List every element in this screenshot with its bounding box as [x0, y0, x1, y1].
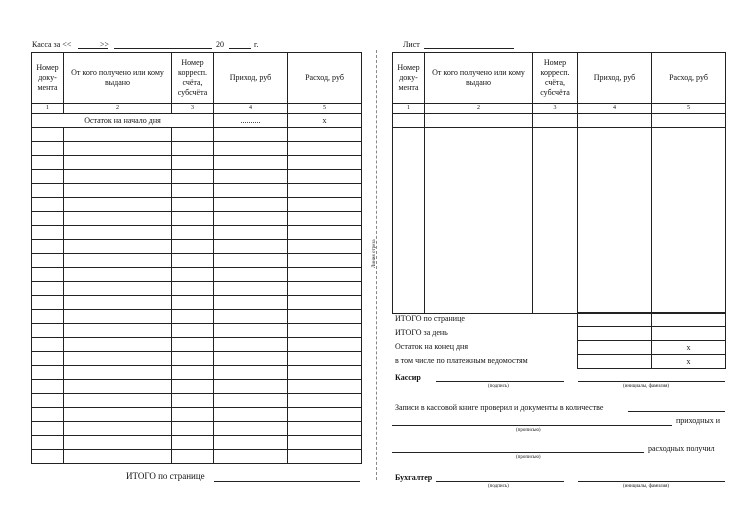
table-cell[interactable] — [32, 170, 64, 184]
col-num-4: 4 — [214, 104, 288, 114]
table-cell[interactable] — [214, 436, 288, 450]
cashier-signature-caption: (подпись) — [488, 384, 509, 389]
totals-row-closing — [578, 341, 726, 355]
table-cell[interactable] — [288, 240, 362, 254]
outgoing-count-line[interactable] — [392, 452, 644, 453]
totals-row-payroll — [578, 355, 726, 369]
table-cell[interactable] — [172, 394, 214, 408]
table-cell[interactable] — [32, 310, 64, 324]
col-num-3: 3 — [533, 104, 578, 114]
cashier-name-caption: (инициалы, фамилия) — [623, 384, 670, 389]
table-cell[interactable] — [288, 170, 362, 184]
words-caption-1: (прописью) — [516, 428, 541, 433]
col-doc-number: Номер доку-мента — [32, 53, 64, 104]
table-cell[interactable] — [288, 254, 362, 268]
table-cell[interactable] — [425, 114, 533, 128]
sheet-blank[interactable] — [424, 48, 514, 49]
col-num-1: 1 — [393, 104, 425, 114]
opening-balance-label: Остаток на начало дня — [32, 114, 214, 128]
year-suffix: г. — [254, 40, 259, 49]
table-row — [32, 422, 362, 436]
table-cell[interactable] — [214, 254, 288, 268]
right-entry-area — [393, 128, 726, 314]
table-cell[interactable] — [288, 422, 362, 436]
table-cell[interactable] — [64, 338, 172, 352]
totals-row-page — [578, 313, 726, 327]
table-cell[interactable] — [32, 296, 64, 310]
entry-area-expense[interactable] — [652, 128, 726, 314]
payroll-expense: х — [652, 355, 726, 369]
table-cell[interactable] — [288, 366, 362, 380]
table-cell[interactable] — [214, 352, 288, 366]
table-cell[interactable] — [288, 282, 362, 296]
total-day-label: ИТОГО за день — [395, 328, 448, 337]
table-row — [32, 310, 362, 324]
table-row — [32, 282, 362, 296]
table-row — [32, 450, 362, 464]
entry-area-account[interactable] — [533, 128, 578, 314]
totals-table — [577, 312, 726, 369]
table-cell[interactable] — [172, 254, 214, 268]
table-cell[interactable] — [214, 184, 288, 198]
table-row — [32, 226, 362, 240]
table-cell[interactable] — [214, 268, 288, 282]
table-cell[interactable] — [172, 212, 214, 226]
table-cell[interactable] — [172, 198, 214, 212]
cashier-name-line[interactable] — [578, 381, 725, 382]
table-cell[interactable] — [288, 128, 362, 142]
col-expense: Расход, руб — [288, 53, 362, 104]
table-row — [32, 394, 362, 408]
col-num-4: 4 — [578, 104, 652, 114]
table-cell[interactable] — [64, 408, 172, 422]
cashier-signature-line[interactable] — [436, 381, 564, 382]
opening-balance-income[interactable]: .......... — [214, 114, 288, 128]
table-cell[interactable] — [172, 436, 214, 450]
opening-balance-row — [32, 114, 362, 128]
table-cell[interactable] — [64, 142, 172, 156]
table-cell[interactable] — [172, 422, 214, 436]
table-cell[interactable] — [172, 170, 214, 184]
closing-balance-income[interactable] — [578, 341, 652, 355]
table-cell[interactable] — [64, 212, 172, 226]
table-cell[interactable] — [32, 366, 64, 380]
table-cell[interactable] — [288, 212, 362, 226]
total-page-income[interactable] — [578, 313, 652, 327]
table-row — [32, 128, 362, 142]
table-cell[interactable] — [64, 394, 172, 408]
table-cell[interactable] — [32, 282, 64, 296]
table-cell[interactable] — [214, 450, 288, 464]
table-cell[interactable] — [64, 156, 172, 170]
table-row — [32, 338, 362, 352]
right-first-row — [393, 114, 726, 128]
table-cell[interactable] — [288, 408, 362, 422]
accountant-label: Бухгалтер — [395, 473, 433, 482]
documents-count-line[interactable] — [628, 411, 725, 412]
table-cell[interactable] — [32, 380, 64, 394]
table-cell[interactable] — [214, 226, 288, 240]
left-ledger-table — [31, 52, 362, 464]
table-cell[interactable] — [214, 156, 288, 170]
table-cell[interactable] — [32, 198, 64, 212]
month-blank[interactable] — [114, 48, 212, 49]
table-cell[interactable] — [288, 436, 362, 450]
table-cell[interactable] — [172, 296, 214, 310]
col-account: Номер корресп. счёта, субсчёта — [172, 53, 214, 104]
table-cell[interactable] — [172, 184, 214, 198]
table-cell[interactable] — [64, 128, 172, 142]
table-cell[interactable] — [288, 352, 362, 366]
total-page-label: ИТОГО по странице — [395, 314, 465, 323]
col-num-3: 3 — [172, 104, 214, 114]
col-num-5: 5 — [652, 104, 726, 114]
table-cell[interactable] — [214, 408, 288, 422]
table-cell[interactable] — [288, 380, 362, 394]
table-cell[interactable] — [64, 226, 172, 240]
quote-close: >> — [100, 40, 110, 49]
table-cell[interactable] — [578, 114, 652, 128]
incoming-count-line[interactable] — [392, 425, 672, 426]
table-cell[interactable] — [172, 282, 214, 296]
cashier-label: Кассир — [395, 373, 421, 382]
accountant-signature-line[interactable] — [436, 481, 564, 482]
table-cell[interactable] — [172, 268, 214, 282]
table-row — [32, 170, 362, 184]
table-cell[interactable] — [172, 338, 214, 352]
table-row — [32, 296, 362, 310]
totals-row-day — [578, 327, 726, 341]
table-row — [32, 380, 362, 394]
table-cell[interactable] — [288, 296, 362, 310]
table-cell[interactable] — [32, 226, 64, 240]
table-cell[interactable] — [288, 184, 362, 198]
table-cell[interactable] — [64, 170, 172, 184]
table-cell[interactable] — [288, 450, 362, 464]
table-cell[interactable] — [32, 254, 64, 268]
table-cell[interactable] — [214, 324, 288, 338]
table-cell[interactable] — [172, 366, 214, 380]
left-header-row — [32, 53, 362, 104]
entry-area-income[interactable] — [578, 128, 652, 314]
table-cell[interactable] — [32, 212, 64, 226]
table-cell[interactable] — [214, 366, 288, 380]
table-cell[interactable] — [64, 436, 172, 450]
table-cell[interactable] — [64, 380, 172, 394]
table-cell[interactable] — [32, 142, 64, 156]
table-cell[interactable] — [288, 394, 362, 408]
table-cell[interactable] — [64, 296, 172, 310]
col-income: Приход, руб — [578, 53, 652, 104]
table-cell[interactable] — [172, 226, 214, 240]
table-row — [32, 268, 362, 282]
table-row — [32, 184, 362, 198]
table-cell[interactable] — [172, 450, 214, 464]
total-day-income[interactable] — [578, 327, 652, 341]
words-caption-2: (прописью) — [516, 455, 541, 460]
table-cell[interactable] — [32, 184, 64, 198]
outgoing-suffix: расходных получил — [648, 444, 715, 453]
opening-balance-expense: х — [288, 114, 362, 128]
table-cell[interactable] — [214, 296, 288, 310]
records-text: Записи в кассовой книге проверил и документы в количестве — [395, 403, 604, 412]
payroll-income[interactable] — [578, 355, 652, 369]
table-row — [32, 352, 362, 366]
table-cell[interactable] — [32, 352, 64, 366]
col-num-5: 5 — [288, 104, 362, 114]
table-cell[interactable] — [172, 128, 214, 142]
table-cell[interactable] — [32, 394, 64, 408]
table-cell[interactable] — [533, 114, 578, 128]
closing-balance-label: Остаток на конец дня — [395, 342, 468, 351]
table-cell[interactable] — [214, 142, 288, 156]
table-cell[interactable] — [288, 268, 362, 282]
col-doc-number: Номер доку-мента — [393, 53, 425, 104]
table-row — [32, 408, 362, 422]
col-num-2: 2 — [64, 104, 172, 114]
table-cell[interactable] — [64, 240, 172, 254]
table-cell[interactable] — [172, 310, 214, 324]
col-expense: Расход, руб — [652, 53, 726, 104]
col-num-2: 2 — [425, 104, 533, 114]
table-cell[interactable] — [32, 156, 64, 170]
table-cell[interactable] — [214, 380, 288, 394]
table-cell[interactable] — [214, 422, 288, 436]
col-num-1: 1 — [32, 104, 64, 114]
table-cell[interactable] — [64, 366, 172, 380]
right-number-row — [393, 104, 726, 114]
entry-area-counterparty[interactable] — [425, 128, 533, 314]
table-cell[interactable] — [172, 352, 214, 366]
table-cell[interactable] — [32, 324, 64, 338]
table-cell[interactable] — [214, 212, 288, 226]
table-cell[interactable] — [172, 240, 214, 254]
table-cell[interactable] — [214, 128, 288, 142]
col-account: Номер корресп. счёта, субсчёта — [533, 53, 578, 104]
table-row — [32, 198, 362, 212]
table-cell[interactable] — [172, 324, 214, 338]
table-cell[interactable] — [172, 156, 214, 170]
table-cell[interactable] — [64, 422, 172, 436]
table-cell[interactable] — [288, 338, 362, 352]
table-cell[interactable] — [288, 310, 362, 324]
table-cell[interactable] — [288, 226, 362, 240]
table-cell[interactable] — [172, 380, 214, 394]
table-cell[interactable] — [288, 156, 362, 170]
kassa-label: Касса за — [32, 40, 61, 49]
table-cell[interactable] — [393, 114, 425, 128]
entry-area-doc[interactable] — [393, 128, 425, 314]
cut-line-label: Линия отреза — [372, 239, 377, 268]
table-cell[interactable] — [64, 184, 172, 198]
table-cell[interactable] — [214, 198, 288, 212]
table-row — [32, 156, 362, 170]
year-blank[interactable] — [229, 48, 251, 49]
table-cell[interactable] — [64, 450, 172, 464]
accountant-name-caption: (инициалы, фамилия) — [623, 484, 670, 489]
year-label: 20 — [216, 40, 224, 49]
right-ledger-table — [392, 52, 726, 314]
table-cell[interactable] — [64, 282, 172, 296]
table-cell[interactable] — [32, 268, 64, 282]
table-cell[interactable] — [32, 422, 64, 436]
kassa-header — [32, 40, 71, 49]
total-page-expense[interactable] — [652, 313, 726, 327]
table-cell[interactable] — [32, 450, 64, 464]
table-cell[interactable] — [64, 324, 172, 338]
table-cell[interactable] — [288, 142, 362, 156]
table-row — [32, 324, 362, 338]
total-day-expense[interactable] — [652, 327, 726, 341]
col-counterparty: От кого получено или кому выдано — [425, 53, 533, 104]
table-cell[interactable] — [64, 198, 172, 212]
table-cell[interactable] — [32, 338, 64, 352]
table-cell[interactable] — [214, 310, 288, 324]
table-row — [32, 254, 362, 268]
table-cell[interactable] — [214, 240, 288, 254]
table-row — [32, 142, 362, 156]
accountant-signature-caption: (подпись) — [488, 484, 509, 489]
table-cell[interactable] — [64, 352, 172, 366]
table-cell[interactable] — [64, 268, 172, 282]
table-row — [32, 436, 362, 450]
table-cell[interactable] — [214, 282, 288, 296]
left-total-blank[interactable] — [214, 481, 360, 482]
table-cell[interactable] — [32, 240, 64, 254]
sheet-label: Лист — [403, 40, 420, 49]
table-cell[interactable] — [172, 142, 214, 156]
incoming-suffix: приходных и — [676, 416, 721, 425]
table-cell[interactable] — [652, 114, 726, 128]
table-row — [32, 212, 362, 226]
left-number-row — [32, 104, 362, 114]
table-cell[interactable] — [288, 198, 362, 212]
table-row — [32, 366, 362, 380]
table-cell[interactable] — [64, 254, 172, 268]
table-cell[interactable] — [32, 128, 64, 142]
left-total-label: ИТОГО по странице — [126, 471, 205, 481]
table-cell[interactable] — [172, 408, 214, 422]
table-cell[interactable] — [288, 324, 362, 338]
payroll-label: в том числе по платежным ведомостям — [395, 356, 528, 365]
quote-open: << — [62, 40, 72, 49]
table-cell[interactable] — [214, 394, 288, 408]
right-header-row — [393, 53, 726, 104]
table-row — [32, 240, 362, 254]
table-cell[interactable] — [214, 170, 288, 184]
accountant-name-line[interactable] — [578, 481, 725, 482]
table-cell[interactable] — [214, 338, 288, 352]
col-counterparty: От кого получено или кому выдано — [64, 53, 172, 104]
table-cell[interactable] — [32, 436, 64, 450]
table-cell[interactable] — [32, 408, 64, 422]
closing-balance-expense: х — [652, 341, 726, 355]
table-cell[interactable] — [64, 310, 172, 324]
col-income: Приход, руб — [214, 53, 288, 104]
